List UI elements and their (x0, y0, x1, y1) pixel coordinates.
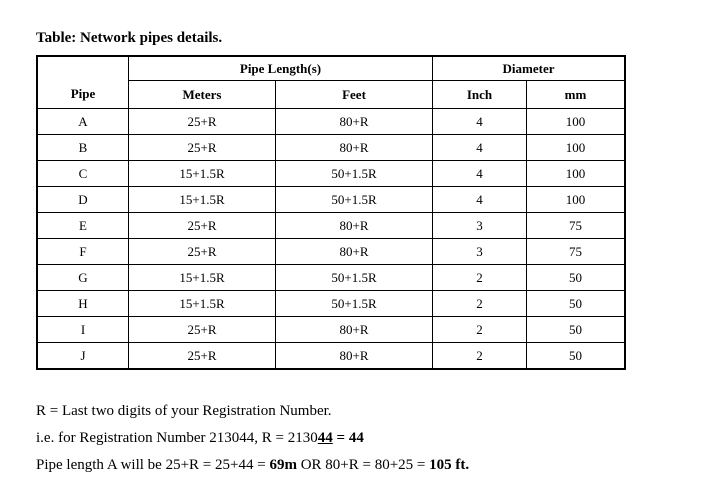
cell-feet: 80+R (276, 109, 433, 135)
table-row (38, 291, 625, 317)
cell-meters: 25+R (129, 317, 276, 343)
cell-meters: 25+R (129, 213, 276, 239)
pipes-table (37, 56, 625, 369)
cell-mm: 50 (527, 265, 625, 291)
cell-meters: 15+1.5R (129, 265, 276, 291)
cell-feet: 50+1.5R (276, 187, 433, 213)
cell-pipe: C (38, 161, 129, 187)
cell-pipe: E (38, 213, 129, 239)
cell-meters: 25+R (129, 109, 276, 135)
header-feet: Feet (276, 81, 433, 109)
table-row (38, 317, 625, 343)
table-row (38, 109, 625, 135)
cell-feet: 80+R (276, 213, 433, 239)
cell-mm: 100 (527, 109, 625, 135)
cell-meters: 25+R (129, 239, 276, 265)
table-row (38, 187, 625, 213)
cell-inch: 4 (433, 135, 527, 161)
cell-mm: 100 (527, 135, 625, 161)
cell-pipe: J (38, 343, 129, 369)
header-pipe-length: Pipe Length(s) (129, 57, 433, 81)
cell-inch: 3 (433, 213, 527, 239)
cell-mm: 75 (527, 239, 625, 265)
cell-feet: 80+R (276, 239, 433, 265)
table-row (38, 135, 625, 161)
notes-block (36, 398, 469, 479)
cell-meters: 15+1.5R (129, 291, 276, 317)
table-column-header-row (38, 81, 625, 109)
note-definition: R = Last two digits of your Registration Number. (36, 403, 332, 419)
cell-pipe: A (38, 109, 129, 135)
cell-feet: 50+1.5R (276, 265, 433, 291)
cell-meters: 25+R (129, 135, 276, 161)
cell-inch: 4 (433, 161, 527, 187)
cell-mm: 75 (527, 213, 625, 239)
cell-mm: 50 (527, 317, 625, 343)
note-example-prefix: i.e. for Registration Number 213044, R = 2130 (36, 430, 318, 446)
cell-mm: 100 (527, 187, 625, 213)
cell-feet: 80+R (276, 317, 433, 343)
cell-feet: 80+R (276, 343, 433, 369)
cell-inch: 2 (433, 317, 527, 343)
header-mm: mm (527, 81, 625, 109)
cell-inch: 3 (433, 239, 527, 265)
cell-pipe: F (38, 239, 129, 265)
cell-feet: 50+1.5R (276, 161, 433, 187)
cell-inch: 2 (433, 265, 527, 291)
cell-inch: 2 (433, 291, 527, 317)
cell-feet: 80+R (276, 135, 433, 161)
header-inch: Inch (433, 81, 527, 109)
header-pipe: Pipe (38, 81, 129, 109)
cell-inch: 2 (433, 343, 527, 369)
cell-mm: 50 (527, 343, 625, 369)
note-example (36, 425, 469, 452)
cell-pipe: H (38, 291, 129, 317)
note-length-feet: 105 ft. (429, 457, 470, 473)
note-pipe-length-example (36, 452, 469, 479)
cell-pipe: B (38, 135, 129, 161)
header-blank-cell (38, 57, 129, 81)
cell-meters: 15+1.5R (129, 187, 276, 213)
cell-pipe: I (38, 317, 129, 343)
table-row (38, 213, 625, 239)
cell-pipe: G (38, 265, 129, 291)
table-row (38, 343, 625, 369)
note-length-meters: 69m (269, 457, 297, 473)
table-row (38, 265, 625, 291)
cell-meters: 15+1.5R (129, 161, 276, 187)
cell-pipe: D (38, 187, 129, 213)
note-length-middle: OR 80+R = 80+25 = (296, 457, 430, 473)
note-length-prefix: Pipe length A will be 25+R = 25+44 = (36, 457, 270, 473)
cell-inch: 4 (433, 109, 527, 135)
cell-inch: 4 (433, 187, 527, 213)
header-meters: Meters (129, 81, 276, 109)
table-row (38, 239, 625, 265)
table-group-header-row (38, 57, 625, 81)
note-example-result: = 44 (332, 430, 364, 446)
cell-mm: 100 (527, 161, 625, 187)
note-example-underlined-digits: 44 (317, 430, 333, 446)
table-row (38, 161, 625, 187)
cell-meters: 25+R (129, 343, 276, 369)
table-title: Table: Network pipes details. (36, 30, 223, 46)
cell-feet: 50+1.5R (276, 291, 433, 317)
cell-mm: 50 (527, 291, 625, 317)
header-diameter: Diameter (433, 57, 625, 81)
